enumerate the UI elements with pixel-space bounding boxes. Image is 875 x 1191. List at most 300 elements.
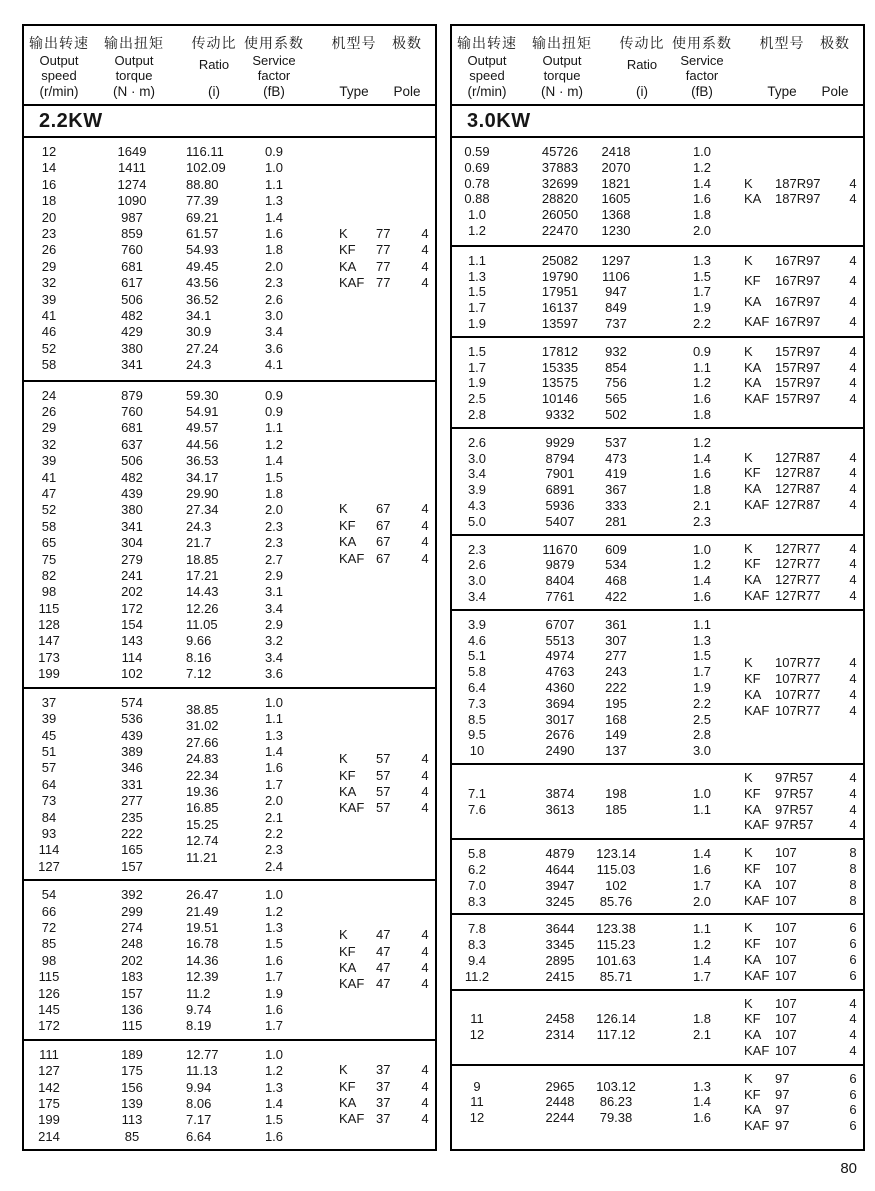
pole-value: 4	[849, 1027, 857, 1043]
type-size: 157R97	[775, 375, 821, 391]
type-size: 47	[376, 943, 391, 959]
speed-value: 64	[41, 776, 57, 792]
service-factor-value: 2.0	[264, 793, 284, 809]
type-size: 107	[775, 920, 797, 936]
type-row	[339, 242, 434, 258]
type-row	[744, 1011, 862, 1027]
torque-value: 5513	[545, 632, 575, 648]
ratio-value: 198	[605, 785, 627, 801]
torque-value: 2490	[545, 743, 575, 759]
service-factor-column	[242, 887, 306, 1033]
service-factor-value: 1.0	[264, 1046, 284, 1062]
torque-value: 3613	[545, 801, 575, 817]
pole-value: 4	[421, 976, 429, 992]
ratio-value: 222	[605, 679, 627, 695]
speed-value: 173	[38, 649, 60, 665]
speed-value: 7.6	[467, 801, 487, 817]
speed-value: 147	[38, 633, 60, 649]
pole-value: 4	[849, 817, 857, 833]
torque-value: 3017	[545, 711, 575, 727]
service-factor-value: 1.7	[264, 1018, 284, 1034]
service-factor-value: 1.5	[692, 268, 712, 284]
type-size: 127R87	[775, 449, 821, 465]
gear-model-block	[24, 879, 435, 1039]
torque-value: 482	[121, 307, 143, 323]
gear-model-block	[452, 245, 863, 336]
ratio-column	[574, 921, 658, 982]
header-type-unit: Type	[339, 84, 369, 99]
service-factor-value: 1.4	[692, 846, 712, 862]
type-size: 97	[775, 1118, 790, 1134]
ratio-value: 932	[605, 343, 627, 359]
speed-column	[24, 695, 74, 873]
type-prefix: KA	[744, 191, 762, 207]
type-row	[339, 1079, 434, 1095]
speed-value: 127	[38, 858, 60, 874]
speed-value: 0.88	[464, 191, 490, 207]
speed-value: 1.7	[467, 359, 487, 375]
ratio-value: 115.23	[596, 937, 636, 953]
speed-value: 9	[473, 1078, 481, 1094]
type-size: 107	[775, 845, 797, 861]
type-column	[339, 695, 434, 873]
torque-value: 9879	[545, 557, 575, 573]
ratio-value: 11.21	[186, 849, 218, 865]
type-prefix: KF	[744, 273, 761, 289]
ratio-value: 27.34	[186, 502, 219, 518]
service-factor-value: 2.1	[264, 809, 284, 825]
service-factor-value: 3.2	[264, 633, 284, 649]
ratio-value: 333	[605, 497, 627, 513]
gear-model-block	[452, 913, 863, 988]
pole-value: 4	[849, 343, 857, 359]
service-factor-value: 2.9	[264, 567, 284, 583]
ratio-value: 116.11	[186, 144, 224, 159]
ratio-value: 22.34	[186, 767, 219, 783]
ratio-value: 12.26	[186, 600, 219, 616]
speed-column	[24, 1047, 74, 1143]
type-row	[744, 344, 862, 360]
torque-column	[92, 144, 172, 374]
torque-value: 3694	[545, 695, 575, 711]
service-factor-column	[670, 997, 734, 1058]
header-pole	[379, 33, 435, 99]
pole-value: 4	[849, 375, 857, 391]
speed-value: 24	[41, 387, 57, 403]
type-row	[744, 1118, 862, 1134]
pole-value: 6	[849, 1102, 857, 1118]
service-factor-value: 1.7	[264, 969, 284, 985]
service-factor-value: 1.2	[264, 436, 284, 452]
type-prefix: K	[744, 655, 753, 671]
ratio-value: 849	[605, 300, 627, 316]
torque-value: 637	[121, 436, 143, 452]
speed-value: 26	[41, 403, 57, 419]
type-size: 107	[775, 995, 797, 1011]
pole-value: 4	[421, 258, 429, 274]
type-prefix: KAF	[744, 892, 770, 908]
ratio-value: 419	[605, 466, 627, 482]
type-prefix: K	[744, 449, 753, 465]
type-row	[744, 996, 862, 1012]
speed-column	[452, 997, 502, 1058]
type-row	[339, 1095, 434, 1111]
speed-value: 5.8	[467, 664, 487, 680]
header-ratio-unit: (i)	[208, 84, 220, 99]
ratio-value: 126.14	[596, 1011, 636, 1027]
torque-value: 4644	[545, 861, 575, 877]
pole-value: 4	[849, 175, 857, 191]
ratio-value: 24.3	[186, 357, 212, 373]
type-row	[744, 497, 862, 513]
speed-value: 111	[39, 1046, 59, 1062]
torque-value: 26050	[541, 207, 579, 223]
ratio-column	[574, 997, 658, 1058]
service-factor-value: 1.7	[692, 284, 712, 300]
type-size: 97R57	[775, 817, 814, 833]
service-factor-value: 3.4	[264, 324, 284, 340]
type-size: 167R97	[775, 252, 821, 268]
torque-value: 380	[121, 340, 143, 356]
type-size: 107	[775, 951, 797, 967]
type-size: 37	[376, 1094, 391, 1110]
service-factor-value: 2.3	[692, 513, 712, 529]
type-prefix: KF	[744, 936, 761, 952]
ratio-value: 307	[605, 632, 627, 648]
torque-value: 235	[121, 809, 143, 825]
type-row	[339, 944, 434, 960]
ratio-value: 30.9	[186, 324, 212, 340]
type-prefix: K	[744, 845, 753, 861]
type-row	[339, 800, 434, 816]
speed-value: 3.0	[467, 573, 487, 589]
type-column	[744, 617, 862, 757]
torque-value: 760	[121, 242, 143, 258]
type-row	[744, 191, 862, 207]
type-prefix: KAF	[744, 702, 770, 718]
torque-value: 136	[121, 1001, 143, 1017]
speed-column	[452, 542, 502, 603]
header-output-torque-en-0: Output	[114, 53, 154, 68]
pole-value: 4	[421, 226, 429, 242]
pole-value: 4	[421, 550, 429, 566]
type-prefix: K	[339, 927, 348, 943]
type-prefix: K	[744, 1070, 753, 1086]
header-ratio-zh: 传动比	[191, 35, 237, 51]
type-row	[339, 927, 434, 943]
ratio-value: 149	[605, 727, 627, 743]
torque-value: 8404	[545, 573, 575, 589]
header-output-torque-en-1: torque	[543, 68, 581, 83]
torque-value: 157	[121, 985, 143, 1001]
type-prefix: KA	[744, 572, 762, 588]
torque-value: 85	[124, 1128, 140, 1144]
type-prefix: K	[744, 343, 753, 359]
speed-value: 172	[38, 1018, 60, 1034]
service-factor-value: 1.1	[264, 711, 284, 727]
speed-value: 127	[38, 1063, 60, 1079]
torque-value: 4360	[545, 679, 575, 695]
ratio-value: 9.66	[186, 633, 212, 649]
service-factor-value: 1.6	[692, 588, 712, 604]
type-row	[744, 845, 862, 861]
type-size: 107R77	[775, 671, 821, 687]
type-size: 77	[376, 242, 391, 258]
speed-value: 16	[41, 176, 57, 192]
ratio-value: 21.7	[186, 535, 212, 551]
service-factor-value: 1.6	[692, 191, 712, 207]
service-factor-value: 3.6	[264, 340, 284, 356]
type-prefix: KAF	[339, 550, 365, 566]
type-prefix: KA	[744, 801, 762, 817]
type-size: 77	[376, 226, 391, 242]
speed-value: 128	[38, 617, 60, 633]
type-prefix: KAF	[339, 275, 365, 291]
ratio-column	[574, 253, 658, 330]
type-size: 107	[775, 860, 797, 876]
service-factor-value: 1.6	[692, 391, 712, 407]
type-row	[744, 893, 862, 909]
header-service-factor-zh: 使用系数	[244, 35, 304, 51]
type-size: 107	[775, 1027, 797, 1043]
ratio-value: 85.71	[599, 968, 633, 984]
service-factor-value: 1.6	[264, 225, 284, 241]
type-column	[744, 771, 862, 832]
service-factor-value: 2.1	[692, 1027, 712, 1043]
service-factor-value: 1.8	[692, 482, 712, 498]
pole-value: 4	[849, 359, 857, 375]
type-row	[744, 450, 862, 466]
torque-value: 5936	[545, 497, 575, 513]
service-factor-value: 2.3	[264, 275, 284, 291]
type-row	[339, 518, 434, 534]
ratio-value: 12.77	[186, 1046, 219, 1062]
gear-model-block	[24, 138, 435, 380]
torque-value: 175	[121, 1063, 143, 1079]
type-row	[744, 360, 862, 376]
torque-value: 2965	[545, 1078, 575, 1094]
service-factor-value: 1.8	[692, 207, 712, 223]
speed-value: 1.5	[467, 284, 487, 300]
type-column	[339, 1047, 434, 1143]
ratio-value: 26.47	[186, 887, 219, 903]
header-service-factor-unit: (fB)	[691, 84, 713, 99]
ratio-value: 1106	[602, 268, 630, 284]
service-factor-column	[670, 253, 734, 330]
type-prefix: KA	[339, 959, 357, 975]
blocks	[452, 138, 863, 1139]
header-ratio-en-0: Ratio	[198, 57, 230, 72]
service-factor-value: 3.1	[264, 584, 284, 600]
service-factor-value: 2.0	[264, 502, 284, 518]
type-prefix: K	[339, 1062, 348, 1078]
speed-value: 2.8	[467, 406, 487, 422]
type-row	[744, 253, 862, 269]
ratio-value: 756	[605, 375, 627, 391]
type-prefix: KAF	[744, 817, 770, 833]
torque-value: 28820	[541, 191, 579, 207]
pole-value: 4	[849, 1011, 857, 1027]
header-service-factor-en-0: Service	[252, 53, 296, 68]
ratio-value: 16.85	[186, 800, 219, 816]
service-factor-value: 0.9	[264, 403, 284, 419]
service-factor-value: 1.3	[692, 1078, 712, 1094]
service-factor-column	[670, 617, 734, 757]
service-factor-value: 1.6	[264, 952, 284, 968]
type-row	[744, 861, 862, 877]
service-factor-value: 3.6	[264, 666, 284, 682]
torque-value: 2448	[545, 1094, 575, 1110]
service-factor-value: 1.8	[692, 406, 712, 422]
torque-value: 2314	[545, 1027, 575, 1043]
pole-value: 4	[421, 767, 429, 783]
type-prefix: K	[339, 501, 348, 517]
type-row	[339, 275, 434, 291]
ratio-value: 86.23	[599, 1094, 633, 1110]
type-prefix: KF	[744, 671, 761, 687]
type-column	[744, 542, 862, 603]
type-prefix: KA	[744, 1027, 762, 1043]
type-size: 127R77	[775, 572, 821, 588]
service-factor-value: 1.2	[692, 557, 712, 573]
type-row	[744, 314, 862, 330]
speed-column	[452, 344, 502, 421]
service-factor-value: 1.0	[692, 144, 712, 159]
type-prefix: KA	[339, 1094, 357, 1110]
header-service-factor	[662, 33, 742, 99]
torque-value: 156	[121, 1079, 143, 1095]
type-column	[744, 1072, 862, 1133]
header-output-torque	[522, 33, 602, 99]
speed-value: 7.0	[467, 877, 487, 893]
service-factor-value: 1.4	[692, 1094, 712, 1110]
speed-value: 2.5	[467, 391, 487, 407]
torque-value: 4879	[545, 846, 575, 862]
type-size: 47	[376, 959, 391, 975]
type-row	[744, 687, 862, 703]
speed-column	[452, 771, 502, 832]
service-factor-value: 1.7	[692, 968, 712, 984]
speed-value: 5.8	[467, 846, 487, 862]
type-prefix: KA	[744, 1102, 762, 1118]
header-pole-zh: 极数	[820, 35, 850, 51]
service-factor-value: 1.0	[264, 694, 284, 710]
torque-value: 506	[121, 291, 143, 307]
speed-column	[452, 435, 502, 528]
ratio-value: 737	[605, 315, 627, 331]
ratio-value: 17.21	[186, 567, 219, 583]
gear-model-block	[452, 427, 863, 534]
header-output-torque-en-1: torque	[115, 68, 153, 83]
service-factor-value: 2.0	[264, 258, 284, 274]
pole-value: 4	[421, 1094, 429, 1110]
pole-value: 4	[849, 481, 857, 497]
speed-value: 142	[38, 1079, 60, 1095]
ratio-value: 102.09	[186, 160, 226, 176]
ratio-value: 9.94	[186, 1079, 212, 1095]
header-service-factor-zh: 使用系数	[672, 35, 732, 51]
service-factor-value: 1.7	[264, 776, 284, 792]
pole-value: 4	[849, 313, 857, 329]
torque-value: 45726	[541, 144, 579, 159]
pole-value: 4	[849, 801, 857, 817]
service-factor-value: 1.3	[692, 252, 712, 268]
panels-row	[22, 24, 865, 1151]
ratio-value: 195	[605, 695, 627, 711]
service-factor-column	[242, 144, 306, 374]
speed-value: 51	[41, 743, 57, 759]
ratio-value: 2070	[601, 159, 631, 175]
speed-value: 93	[41, 825, 57, 841]
speed-value: 47	[41, 485, 57, 501]
service-factor-value: 1.9	[692, 679, 712, 695]
torque-value: 165	[121, 842, 143, 858]
pole-value: 6	[849, 951, 857, 967]
torque-value: 574	[121, 694, 143, 710]
torque-value: 16137	[541, 300, 579, 316]
type-size: 107	[775, 876, 797, 892]
type-prefix: KF	[339, 517, 356, 533]
service-factor-column	[670, 1072, 734, 1133]
header-type-unit: Type	[767, 84, 797, 99]
speed-value: 37	[41, 694, 57, 710]
speed-value: 12	[41, 144, 57, 159]
ratio-column	[574, 542, 658, 603]
ratio-value: 1368	[601, 207, 631, 223]
type-row	[744, 786, 862, 802]
type-prefix: KAF	[339, 1111, 365, 1127]
type-row	[744, 481, 862, 497]
service-factor-value: 1.3	[264, 193, 284, 209]
type-size: 77	[376, 258, 391, 274]
ratio-value: 11.13	[186, 1063, 218, 1079]
torque-value: 506	[121, 453, 143, 469]
speed-value: 0.78	[464, 175, 490, 191]
type-size: 107	[775, 936, 797, 952]
speed-value: 18	[41, 193, 57, 209]
type-row	[744, 375, 862, 391]
torque-value: 987	[121, 209, 143, 225]
type-row	[744, 391, 862, 407]
speed-value: 45	[41, 727, 57, 743]
type-column	[744, 997, 862, 1058]
service-factor-value: 1.9	[692, 300, 712, 316]
ratio-value: 277	[605, 648, 627, 664]
type-prefix: KA	[744, 293, 762, 309]
type-size: 107R77	[775, 686, 821, 702]
type-row	[339, 751, 434, 767]
speed-column	[452, 1072, 502, 1133]
pole-value: 6	[849, 1070, 857, 1086]
service-factor-column	[242, 388, 306, 681]
speed-value: 1.3	[467, 268, 487, 284]
ratio-value: 43.56	[186, 275, 219, 291]
type-column	[339, 887, 434, 1033]
speed-value: 58	[41, 518, 57, 534]
service-factor-value: 3.0	[692, 743, 712, 759]
torque-value: 3947	[545, 877, 575, 893]
torque-value: 274	[121, 919, 143, 935]
header-output-speed-en-1: speed	[41, 68, 77, 83]
pole-value: 4	[421, 1062, 429, 1078]
pole-value: 4	[849, 293, 857, 309]
type-row	[339, 1062, 434, 1078]
ratio-value: 565	[605, 391, 627, 407]
ratio-column	[574, 1072, 658, 1133]
service-factor-value: 2.9	[264, 617, 284, 633]
ratio-value: 29.90	[186, 485, 219, 501]
header-service-factor	[234, 33, 314, 99]
